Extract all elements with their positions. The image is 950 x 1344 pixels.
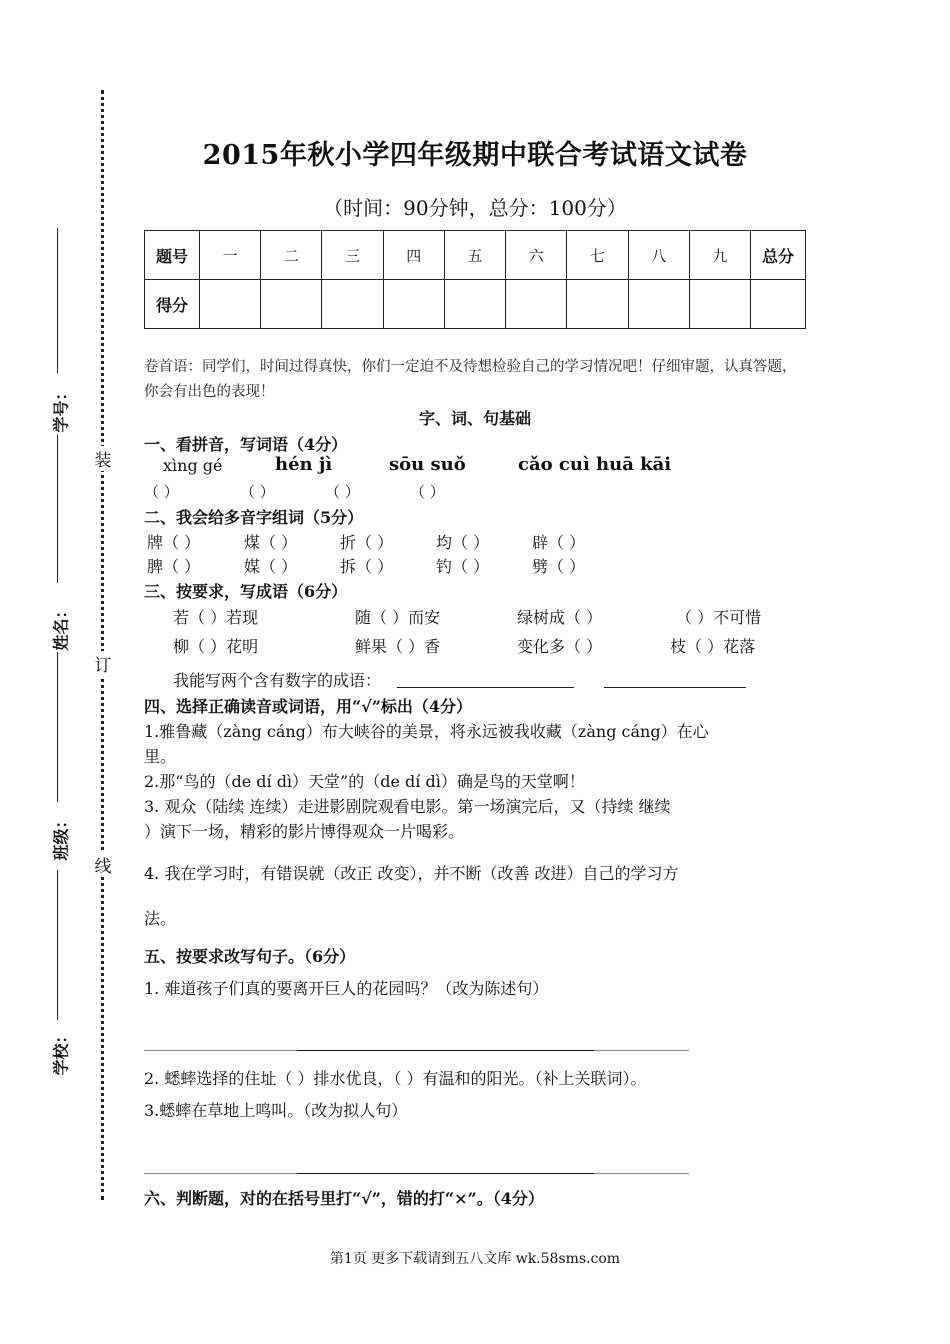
q3-item[interactable]: 若（ ）若现 bbox=[173, 608, 259, 627]
q3-item[interactable]: （ ）不可惜 bbox=[676, 608, 762, 627]
q3-item[interactable]: 柳（ ）花明 bbox=[173, 637, 259, 656]
q2-heading: 二、我会给多音字组词（5分） bbox=[144, 508, 364, 527]
q2-item[interactable]: 煤（ ） bbox=[244, 533, 298, 552]
q4-heading: 四、选择正确读音或词语，用“√”标出（4分） bbox=[144, 697, 473, 716]
table-cell: 三 bbox=[322, 231, 383, 280]
table-cell: 一 bbox=[200, 231, 261, 280]
table-cell: 七 bbox=[567, 231, 628, 280]
q3-item[interactable]: 枝（ ）花落 bbox=[670, 637, 756, 656]
q1-pinyin-4: cǎo cuì huā kāi bbox=[518, 454, 672, 475]
q2-item[interactable]: 折（ ） bbox=[340, 533, 394, 552]
table-cell: 题号 bbox=[145, 231, 200, 280]
q2-item[interactable]: 牌（ ） bbox=[147, 533, 201, 552]
q4-line: 2.那“鸟的（de dí dì）天堂”的（de dí dì）确是鸟的天堂啊！ bbox=[144, 772, 585, 791]
page-title: 2015年秋小学四年级期中联合考试语文试卷 bbox=[202, 140, 748, 171]
q4-line: 1.雅鲁藏（zàng cáng）布大峡谷的美景，将永远被我收藏（zàng cáng）在心 bbox=[144, 722, 709, 741]
student-id-line bbox=[57, 228, 58, 373]
q2-item[interactable]: 媒（ ） bbox=[244, 557, 298, 576]
q1-answer-4[interactable]: （ ） bbox=[410, 483, 445, 501]
school-label: 学校： bbox=[51, 1027, 71, 1076]
class-line-top bbox=[57, 652, 58, 802]
q2-item[interactable]: 脾（ ） bbox=[147, 557, 201, 576]
q2-item[interactable]: 劈（ ） bbox=[532, 557, 586, 576]
q3-item[interactable]: 鲜果（ ）香 bbox=[355, 637, 441, 656]
q4-line: 里。 bbox=[144, 747, 177, 766]
q5-sentence-3: 3.蟋蟀在草地上鸣叫。（改为拟人句） bbox=[144, 1101, 408, 1120]
q1-pinyin-3: sōu suǒ bbox=[389, 454, 466, 475]
q5-answer-line-3-mid bbox=[297, 1173, 594, 1174]
q5-sentence-1: 1. 难道孩子们真的要离开巨人的花园吗？（改为陈述句） bbox=[144, 979, 549, 998]
q1-answer-3[interactable]: （ ） bbox=[325, 483, 360, 501]
score-input-cell[interactable] bbox=[506, 280, 567, 329]
q1-heading: 一、看拼音，写词语（4分） bbox=[144, 435, 348, 454]
q2-item[interactable]: 拆（ ） bbox=[340, 557, 394, 576]
class-label: 班级： bbox=[51, 812, 71, 861]
school-line-top bbox=[57, 870, 58, 1020]
q3-answer-line-1[interactable] bbox=[397, 687, 574, 688]
exam-duration: （时间：90分钟，总分：100分） bbox=[323, 196, 627, 220]
q3-item[interactable]: 绿树成（ ） bbox=[517, 608, 603, 627]
student-id-label: 学号： bbox=[51, 384, 71, 433]
q3-answer-line-2[interactable] bbox=[604, 687, 746, 688]
table-cell: 总分 bbox=[751, 231, 806, 280]
q3-item[interactable]: 变化多（ ） bbox=[517, 637, 603, 656]
q1-pinyin-2: hén jì bbox=[275, 454, 333, 475]
q5-heading: 五、按要求改写句子。（6分） bbox=[144, 947, 356, 966]
table-cell: 四 bbox=[383, 231, 444, 280]
score-input-cell[interactable] bbox=[628, 280, 689, 329]
table-cell: 二 bbox=[261, 231, 322, 280]
q1-answer-1[interactable]: （ ） bbox=[144, 483, 179, 501]
q5-answer-line-1-mid bbox=[297, 1050, 594, 1051]
q1-pinyin-1: xìng gé bbox=[163, 456, 223, 475]
q4-line: ）演下一场，精彩的影片博得观众一片喝彩。 bbox=[144, 822, 465, 841]
q5-sentence-2: 2. 蟋蟀选择的住址（ ）排水优良，（ ）有温和的阳光。（补上关联词）。 bbox=[144, 1069, 647, 1088]
score-input-cell[interactable] bbox=[689, 280, 750, 329]
score-input-cell[interactable] bbox=[322, 280, 383, 329]
q3-numbers-prompt: 我能写两个含有数字的成语： bbox=[173, 671, 382, 690]
q4-line: 法。 bbox=[144, 909, 177, 928]
score-input-cell[interactable] bbox=[567, 280, 628, 329]
q2-item[interactable]: 均（ ） bbox=[436, 533, 490, 552]
section-heading: 字、词、句基础 bbox=[418, 409, 531, 428]
binding-char-ding: 订 bbox=[92, 651, 114, 676]
q3-heading: 三、按要求，写成语（6分） bbox=[144, 582, 348, 601]
q4-line: 4. 我在学习时，有错误就（改正 改变），并不断（改善 改进）自己的学习方 bbox=[144, 864, 679, 883]
score-input-cell[interactable] bbox=[444, 280, 505, 329]
score-input-cell[interactable] bbox=[261, 280, 322, 329]
q1-answer-2[interactable]: （ ） bbox=[240, 483, 275, 501]
name-label: 姓名： bbox=[51, 602, 71, 651]
table-cell: 九 bbox=[689, 231, 750, 280]
intro-text: 卷首语：同学们，时间过得真快，你们一定迫不及待想检验自己的学习情况吧！仔细审题，认真答题，你会有出色的表现！ bbox=[144, 359, 797, 400]
score-table bbox=[144, 230, 806, 329]
binding-char-xian: 线 bbox=[92, 852, 114, 877]
name-line-top bbox=[57, 435, 58, 583]
page-footer: 第1页 更多下载请到五八文库 wk.58sms.com bbox=[329, 1251, 621, 1267]
score-input-cell[interactable] bbox=[383, 280, 444, 329]
score-table-score-row bbox=[145, 280, 806, 329]
table-cell: 八 bbox=[628, 231, 689, 280]
table-cell: 六 bbox=[506, 231, 567, 280]
score-input-cell[interactable] bbox=[751, 280, 806, 329]
binding-dashed-line bbox=[101, 90, 104, 1200]
binding-char-zhuang: 装 bbox=[92, 446, 114, 471]
q2-item[interactable]: 辟（ ） bbox=[532, 533, 586, 552]
q3-item[interactable]: 随（ ）而安 bbox=[355, 608, 441, 627]
table-cell: 五 bbox=[444, 231, 505, 280]
table-cell: 得分 bbox=[145, 280, 200, 329]
q4-line: 3. 观众（陆续 连续）走进影剧院观看电影。第一场演完后，又（持续 继续 bbox=[144, 797, 671, 816]
q2-item[interactable]: 钓（ ） bbox=[436, 557, 490, 576]
score-input-cell[interactable] bbox=[200, 280, 261, 329]
score-table-header-row bbox=[145, 231, 806, 280]
q6-heading: 六、判断题，对的在括号里打“√”，错的打“×”。（4分） bbox=[144, 1189, 544, 1208]
